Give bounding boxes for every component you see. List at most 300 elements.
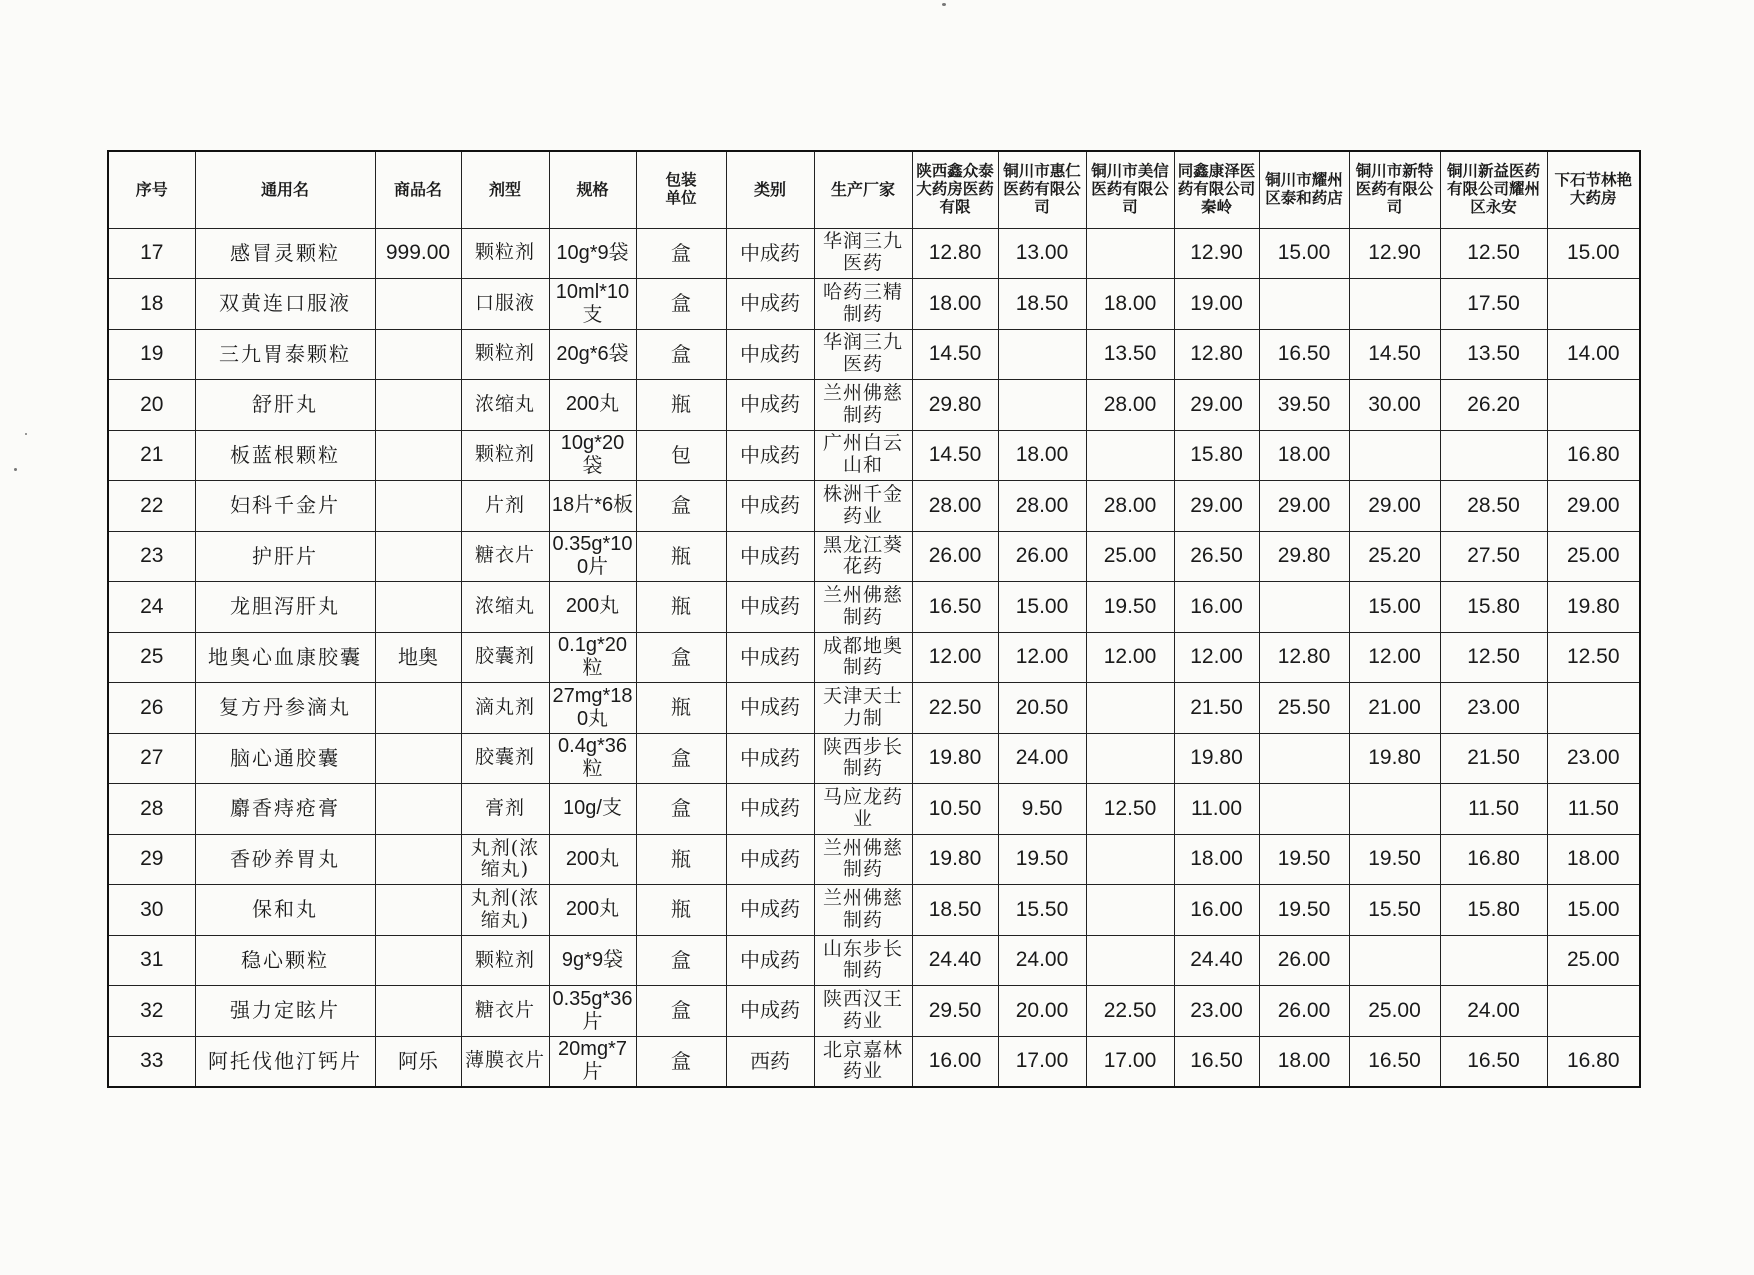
specification-cell: 0.1g*20粒 (549, 632, 636, 683)
price-cell: 9.50 (998, 784, 1086, 835)
price-cell: 39.50 (1259, 380, 1349, 431)
generic-name-cell: 保和丸 (195, 885, 375, 936)
price-cell: 20.50 (998, 683, 1086, 734)
package-unit-cell: 盒 (636, 935, 726, 986)
price-cell (1086, 885, 1174, 936)
header-cell: 通用名 (195, 151, 375, 228)
brand-name-cell (375, 885, 461, 936)
dosage-form-cell: 胶囊剂 (461, 733, 549, 784)
row-number-cell: 30 (108, 885, 195, 936)
price-cell: 26.00 (998, 531, 1086, 582)
generic-name-cell: 阿托伐他汀钙片 (195, 1036, 375, 1087)
category-cell: 中成药 (726, 834, 814, 885)
price-cell (1086, 228, 1174, 279)
scan-speck (942, 3, 946, 6)
price-cell: 18.00 (912, 279, 998, 330)
specification-cell: 200丸 (549, 380, 636, 431)
price-cell: 26.50 (1174, 531, 1259, 582)
table-row (108, 834, 1640, 885)
price-cell: 14.50 (1349, 329, 1440, 380)
price-cell: 17.50 (1440, 279, 1547, 330)
dosage-form-cell: 浓缩丸 (461, 380, 549, 431)
price-cell: 21.00 (1349, 683, 1440, 734)
price-cell: 18.50 (912, 885, 998, 936)
manufacturer-cell: 兰州佛慈制药 (814, 582, 912, 633)
header-cell: 铜川市耀州区泰和药店 (1259, 151, 1349, 228)
manufacturer-cell: 广州白云山和 (814, 430, 912, 481)
price-cell: 16.50 (1349, 1036, 1440, 1087)
price-cell: 28.00 (998, 481, 1086, 532)
price-cell: 15.50 (998, 885, 1086, 936)
price-cell: 12.90 (1349, 228, 1440, 279)
brand-name-cell (375, 733, 461, 784)
header-cell: 类别 (726, 151, 814, 228)
price-cell (998, 329, 1086, 380)
row-number-cell: 20 (108, 380, 195, 431)
manufacturer-cell: 华润三九医药 (814, 228, 912, 279)
manufacturer-cell: 黑龙江葵花药 (814, 531, 912, 582)
price-cell: 14.50 (912, 329, 998, 380)
specification-cell: 0.35g*100片 (549, 531, 636, 582)
category-cell: 中成药 (726, 784, 814, 835)
brand-name-cell (375, 986, 461, 1037)
price-cell: 29.00 (1174, 481, 1259, 532)
price-cell (998, 380, 1086, 431)
package-unit-cell: 盒 (636, 329, 726, 380)
price-cell: 28.50 (1440, 481, 1547, 532)
generic-name-cell: 麝香痔疮膏 (195, 784, 375, 835)
price-cell: 21.50 (1174, 683, 1259, 734)
specification-cell: 0.35g*36片 (549, 986, 636, 1037)
package-unit-cell: 瓶 (636, 531, 726, 582)
price-cell: 15.80 (1174, 430, 1259, 481)
category-cell: 中成药 (726, 329, 814, 380)
price-cell: 16.00 (912, 1036, 998, 1087)
header-cell: 铜川市新特医药有限公司 (1349, 151, 1440, 228)
specification-cell: 10ml*10支 (549, 279, 636, 330)
price-cell: 25.00 (1547, 935, 1640, 986)
dosage-form-cell: 口服液 (461, 279, 549, 330)
category-cell: 中成药 (726, 986, 814, 1037)
price-cell (1440, 935, 1547, 986)
header-cell: 下石节林艳大药房 (1547, 151, 1640, 228)
price-cell (1547, 380, 1640, 431)
manufacturer-cell: 华润三九医药 (814, 329, 912, 380)
price-cell: 18.00 (1086, 279, 1174, 330)
generic-name-cell: 板蓝根颗粒 (195, 430, 375, 481)
price-cell: 12.00 (998, 632, 1086, 683)
price-cell: 15.00 (1547, 228, 1640, 279)
price-cell: 16.00 (1174, 885, 1259, 936)
brand-name-cell: 999.00 (375, 228, 461, 279)
dosage-form-cell: 丸剂(浓缩丸) (461, 834, 549, 885)
price-cell: 11.50 (1440, 784, 1547, 835)
table-row (108, 632, 1640, 683)
price-cell: 14.00 (1547, 329, 1640, 380)
price-cell (1259, 733, 1349, 784)
price-cell: 26.00 (912, 531, 998, 582)
price-cell: 26.00 (1259, 935, 1349, 986)
price-cell: 19.80 (1349, 733, 1440, 784)
row-number-cell: 32 (108, 986, 195, 1037)
row-number-cell: 24 (108, 582, 195, 633)
price-cell (1547, 683, 1640, 734)
generic-name-cell: 双黄连口服液 (195, 279, 375, 330)
package-unit-cell: 瓶 (636, 380, 726, 431)
brand-name-cell (375, 481, 461, 532)
table-row (108, 1036, 1640, 1087)
package-unit-cell: 盒 (636, 986, 726, 1037)
price-cell: 17.00 (998, 1036, 1086, 1087)
price-cell: 20.00 (998, 986, 1086, 1037)
price-cell: 23.00 (1174, 986, 1259, 1037)
dosage-form-cell: 胶囊剂 (461, 632, 549, 683)
table-row (108, 531, 1640, 582)
manufacturer-cell: 哈药三精制药 (814, 279, 912, 330)
specification-cell: 10g*9袋 (549, 228, 636, 279)
price-cell (1349, 784, 1440, 835)
price-cell (1349, 935, 1440, 986)
price-cell: 16.00 (1174, 582, 1259, 633)
table-row (108, 329, 1640, 380)
brand-name-cell (375, 582, 461, 633)
generic-name-cell: 护肝片 (195, 531, 375, 582)
category-cell: 中成药 (726, 733, 814, 784)
price-cell: 12.00 (1174, 632, 1259, 683)
price-cell: 19.80 (912, 834, 998, 885)
price-cell: 27.50 (1440, 531, 1547, 582)
price-cell (1259, 279, 1349, 330)
price-cell: 25.00 (1547, 531, 1640, 582)
generic-name-cell: 感冒灵颗粒 (195, 228, 375, 279)
price-cell: 15.00 (998, 582, 1086, 633)
category-cell: 中成药 (726, 380, 814, 431)
price-cell: 15.50 (1349, 885, 1440, 936)
price-cell: 13.50 (1440, 329, 1547, 380)
price-cell: 12.50 (1547, 632, 1640, 683)
price-cell (1086, 683, 1174, 734)
price-cell (1086, 935, 1174, 986)
manufacturer-cell: 山东步长制药 (814, 935, 912, 986)
price-cell: 23.00 (1440, 683, 1547, 734)
price-cell: 19.50 (1259, 834, 1349, 885)
generic-name-cell: 三九胃泰颗粒 (195, 329, 375, 380)
price-cell: 15.80 (1440, 885, 1547, 936)
brand-name-cell (375, 683, 461, 734)
price-cell: 15.00 (1349, 582, 1440, 633)
price-cell: 16.50 (912, 582, 998, 633)
table-row (108, 228, 1640, 279)
price-cell (1086, 834, 1174, 885)
category-cell: 中成药 (726, 632, 814, 683)
price-cell: 19.50 (1349, 834, 1440, 885)
price-cell: 16.50 (1259, 329, 1349, 380)
header-cell: 商品名 (375, 151, 461, 228)
package-unit-cell: 盒 (636, 228, 726, 279)
header-cell: 铜川新益医药有限公司耀州区永安 (1440, 151, 1547, 228)
price-cell (1547, 986, 1640, 1037)
table-row (108, 481, 1640, 532)
brand-name-cell (375, 430, 461, 481)
dosage-form-cell: 糖衣片 (461, 531, 549, 582)
dosage-form-cell: 滴丸剂 (461, 683, 549, 734)
dosage-form-cell: 糖衣片 (461, 986, 549, 1037)
specification-cell: 20g*6袋 (549, 329, 636, 380)
category-cell: 中成药 (726, 279, 814, 330)
brand-name-cell: 阿乐 (375, 1036, 461, 1087)
row-number-cell: 18 (108, 279, 195, 330)
price-cell: 24.40 (912, 935, 998, 986)
brand-name-cell (375, 531, 461, 582)
price-cell: 14.50 (912, 430, 998, 481)
price-cell (1440, 430, 1547, 481)
generic-name-cell: 地奥心血康胶囊 (195, 632, 375, 683)
price-cell: 25.50 (1259, 683, 1349, 734)
package-unit-cell: 盒 (636, 1036, 726, 1087)
price-cell: 25.00 (1086, 531, 1174, 582)
brand-name-cell (375, 380, 461, 431)
price-cell: 16.80 (1547, 1036, 1640, 1087)
price-cell (1349, 279, 1440, 330)
row-number-cell: 22 (108, 481, 195, 532)
row-number-cell: 17 (108, 228, 195, 279)
price-cell: 12.50 (1440, 228, 1547, 279)
header-cell: 陕西鑫众泰大药房医药有限 (912, 151, 998, 228)
row-number-cell: 28 (108, 784, 195, 835)
specification-cell: 18片*6板 (549, 481, 636, 532)
category-cell: 中成药 (726, 481, 814, 532)
table-row (108, 885, 1640, 936)
price-cell: 13.50 (1086, 329, 1174, 380)
category-cell: 中成药 (726, 228, 814, 279)
brand-name-cell: 地奥 (375, 632, 461, 683)
manufacturer-cell: 株洲千金药业 (814, 481, 912, 532)
package-unit-cell: 盒 (636, 632, 726, 683)
price-cell: 18.00 (1259, 430, 1349, 481)
price-cell: 12.00 (912, 632, 998, 683)
dosage-form-cell: 浓缩丸 (461, 582, 549, 633)
header-cell: 生产厂家 (814, 151, 912, 228)
price-cell: 19.50 (1086, 582, 1174, 633)
price-cell: 12.90 (1174, 228, 1259, 279)
dosage-form-cell: 丸剂(浓缩丸) (461, 885, 549, 936)
manufacturer-cell: 北京嘉林药业 (814, 1036, 912, 1087)
manufacturer-cell: 兰州佛慈制药 (814, 380, 912, 431)
scan-speck (25, 433, 27, 435)
price-cell: 12.50 (1440, 632, 1547, 683)
package-unit-cell: 瓶 (636, 834, 726, 885)
price-cell: 15.80 (1440, 582, 1547, 633)
brand-name-cell (375, 834, 461, 885)
specification-cell: 20mg*7片 (549, 1036, 636, 1087)
dosage-form-cell: 颗粒剂 (461, 935, 549, 986)
price-cell: 12.00 (1086, 632, 1174, 683)
specification-cell: 10g*20袋 (549, 430, 636, 481)
generic-name-cell: 强力定眩片 (195, 986, 375, 1037)
generic-name-cell: 脑心通胶囊 (195, 733, 375, 784)
price-comparison-table (107, 150, 1641, 1088)
row-number-cell: 25 (108, 632, 195, 683)
generic-name-cell: 稳心颗粒 (195, 935, 375, 986)
package-unit-cell: 瓶 (636, 582, 726, 633)
header-row (108, 151, 1640, 228)
table-row (108, 733, 1640, 784)
price-cell (1086, 430, 1174, 481)
specification-cell: 200丸 (549, 582, 636, 633)
row-number-cell: 29 (108, 834, 195, 885)
price-cell: 29.00 (1259, 481, 1349, 532)
price-cell: 24.00 (1440, 986, 1547, 1037)
package-unit-cell: 包 (636, 430, 726, 481)
price-cell: 30.00 (1349, 380, 1440, 431)
price-cell: 16.50 (1174, 1036, 1259, 1087)
row-number-cell: 27 (108, 733, 195, 784)
generic-name-cell: 舒肝丸 (195, 380, 375, 431)
specification-cell: 10g/支 (549, 784, 636, 835)
price-cell: 11.00 (1174, 784, 1259, 835)
price-cell: 29.00 (1174, 380, 1259, 431)
price-cell: 24.00 (998, 733, 1086, 784)
table-row (108, 430, 1640, 481)
price-cell: 25.20 (1349, 531, 1440, 582)
manufacturer-cell: 兰州佛慈制药 (814, 834, 912, 885)
package-unit-cell: 盒 (636, 279, 726, 330)
category-cell: 中成药 (726, 430, 814, 481)
price-cell (1349, 430, 1440, 481)
specification-cell: 200丸 (549, 885, 636, 936)
row-number-cell: 19 (108, 329, 195, 380)
row-number-cell: 31 (108, 935, 195, 986)
package-unit-cell: 瓶 (636, 885, 726, 936)
price-cell: 29.80 (912, 380, 998, 431)
price-cell: 12.80 (1259, 632, 1349, 683)
manufacturer-cell: 成都地奥制药 (814, 632, 912, 683)
header-cell: 同鑫康泽医药有限公司秦岭 (1174, 151, 1259, 228)
price-cell: 19.50 (998, 834, 1086, 885)
table-row (108, 683, 1640, 734)
header-cell: 规格 (549, 151, 636, 228)
brand-name-cell (375, 329, 461, 380)
dosage-form-cell: 膏剂 (461, 784, 549, 835)
table-row (108, 582, 1640, 633)
header-cell: 包装单位 (636, 151, 726, 228)
price-cell: 24.00 (998, 935, 1086, 986)
price-cell: 22.50 (1086, 986, 1174, 1037)
price-cell: 19.80 (912, 733, 998, 784)
price-cell: 19.80 (1547, 582, 1640, 633)
price-cell: 13.00 (998, 228, 1086, 279)
manufacturer-cell: 马应龙药业 (814, 784, 912, 835)
brand-name-cell (375, 279, 461, 330)
price-cell: 10.50 (912, 784, 998, 835)
dosage-form-cell: 颗粒剂 (461, 329, 549, 380)
dosage-form-cell: 薄膜衣片 (461, 1036, 549, 1087)
price-cell: 18.00 (1547, 834, 1640, 885)
brand-name-cell (375, 935, 461, 986)
price-cell: 28.00 (912, 481, 998, 532)
price-cell (1086, 733, 1174, 784)
manufacturer-cell: 陕西步长制药 (814, 733, 912, 784)
package-unit-cell: 盒 (636, 733, 726, 784)
manufacturer-cell: 陕西汉王药业 (814, 986, 912, 1037)
table-row (108, 784, 1640, 835)
price-cell: 17.00 (1086, 1036, 1174, 1087)
category-cell: 中成药 (726, 935, 814, 986)
table-row (108, 986, 1640, 1037)
price-cell: 21.50 (1440, 733, 1547, 784)
row-number-cell: 23 (108, 531, 195, 582)
price-cell: 18.00 (1174, 834, 1259, 885)
category-cell: 中成药 (726, 885, 814, 936)
price-cell: 19.50 (1259, 885, 1349, 936)
specification-cell: 9g*9袋 (549, 935, 636, 986)
price-cell (1259, 784, 1349, 835)
price-cell: 12.80 (912, 228, 998, 279)
price-cell (1547, 279, 1640, 330)
specification-cell: 27mg*180丸 (549, 683, 636, 734)
generic-name-cell: 复方丹参滴丸 (195, 683, 375, 734)
header-cell: 序号 (108, 151, 195, 228)
generic-name-cell: 龙胆泻肝丸 (195, 582, 375, 633)
price-cell: 28.00 (1086, 481, 1174, 532)
price-cell: 29.50 (912, 986, 998, 1037)
generic-name-cell: 妇科千金片 (195, 481, 375, 532)
price-cell: 24.40 (1174, 935, 1259, 986)
price-cell: 19.80 (1174, 733, 1259, 784)
category-cell: 中成药 (726, 683, 814, 734)
header-cell: 铜川市美信医药有限公司 (1086, 151, 1174, 228)
price-cell: 29.00 (1547, 481, 1640, 532)
price-cell: 23.00 (1547, 733, 1640, 784)
scan-speck (14, 468, 17, 471)
category-cell: 中成药 (726, 531, 814, 582)
table-row (108, 279, 1640, 330)
package-unit-cell: 瓶 (636, 683, 726, 734)
price-cell: 26.00 (1259, 986, 1349, 1037)
price-cell: 29.00 (1349, 481, 1440, 532)
price-cell (1259, 582, 1349, 633)
price-cell: 28.00 (1086, 380, 1174, 431)
price-cell: 18.50 (998, 279, 1086, 330)
price-cell: 18.00 (998, 430, 1086, 481)
dosage-form-cell: 颗粒剂 (461, 430, 549, 481)
table-row (108, 935, 1640, 986)
price-cell: 16.50 (1440, 1036, 1547, 1087)
category-cell: 中成药 (726, 582, 814, 633)
row-number-cell: 21 (108, 430, 195, 481)
specification-cell: 0.4g*36粒 (549, 733, 636, 784)
package-unit-cell: 盒 (636, 481, 726, 532)
generic-name-cell: 香砂养胃丸 (195, 834, 375, 885)
table-row (108, 380, 1640, 431)
price-cell: 29.80 (1259, 531, 1349, 582)
brand-name-cell (375, 784, 461, 835)
price-cell: 12.50 (1086, 784, 1174, 835)
price-cell: 11.50 (1547, 784, 1640, 835)
header-cell: 剂型 (461, 151, 549, 228)
header-cell: 铜川市惠仁医药有限公司 (998, 151, 1086, 228)
price-cell: 16.80 (1547, 430, 1640, 481)
price-cell: 19.00 (1174, 279, 1259, 330)
price-cell: 15.00 (1259, 228, 1349, 279)
manufacturer-cell: 天津天士力制 (814, 683, 912, 734)
price-cell: 12.80 (1174, 329, 1259, 380)
price-cell: 16.80 (1440, 834, 1547, 885)
price-cell: 12.00 (1349, 632, 1440, 683)
price-cell: 15.00 (1547, 885, 1640, 936)
price-cell: 18.00 (1259, 1036, 1349, 1087)
category-cell: 西药 (726, 1036, 814, 1087)
